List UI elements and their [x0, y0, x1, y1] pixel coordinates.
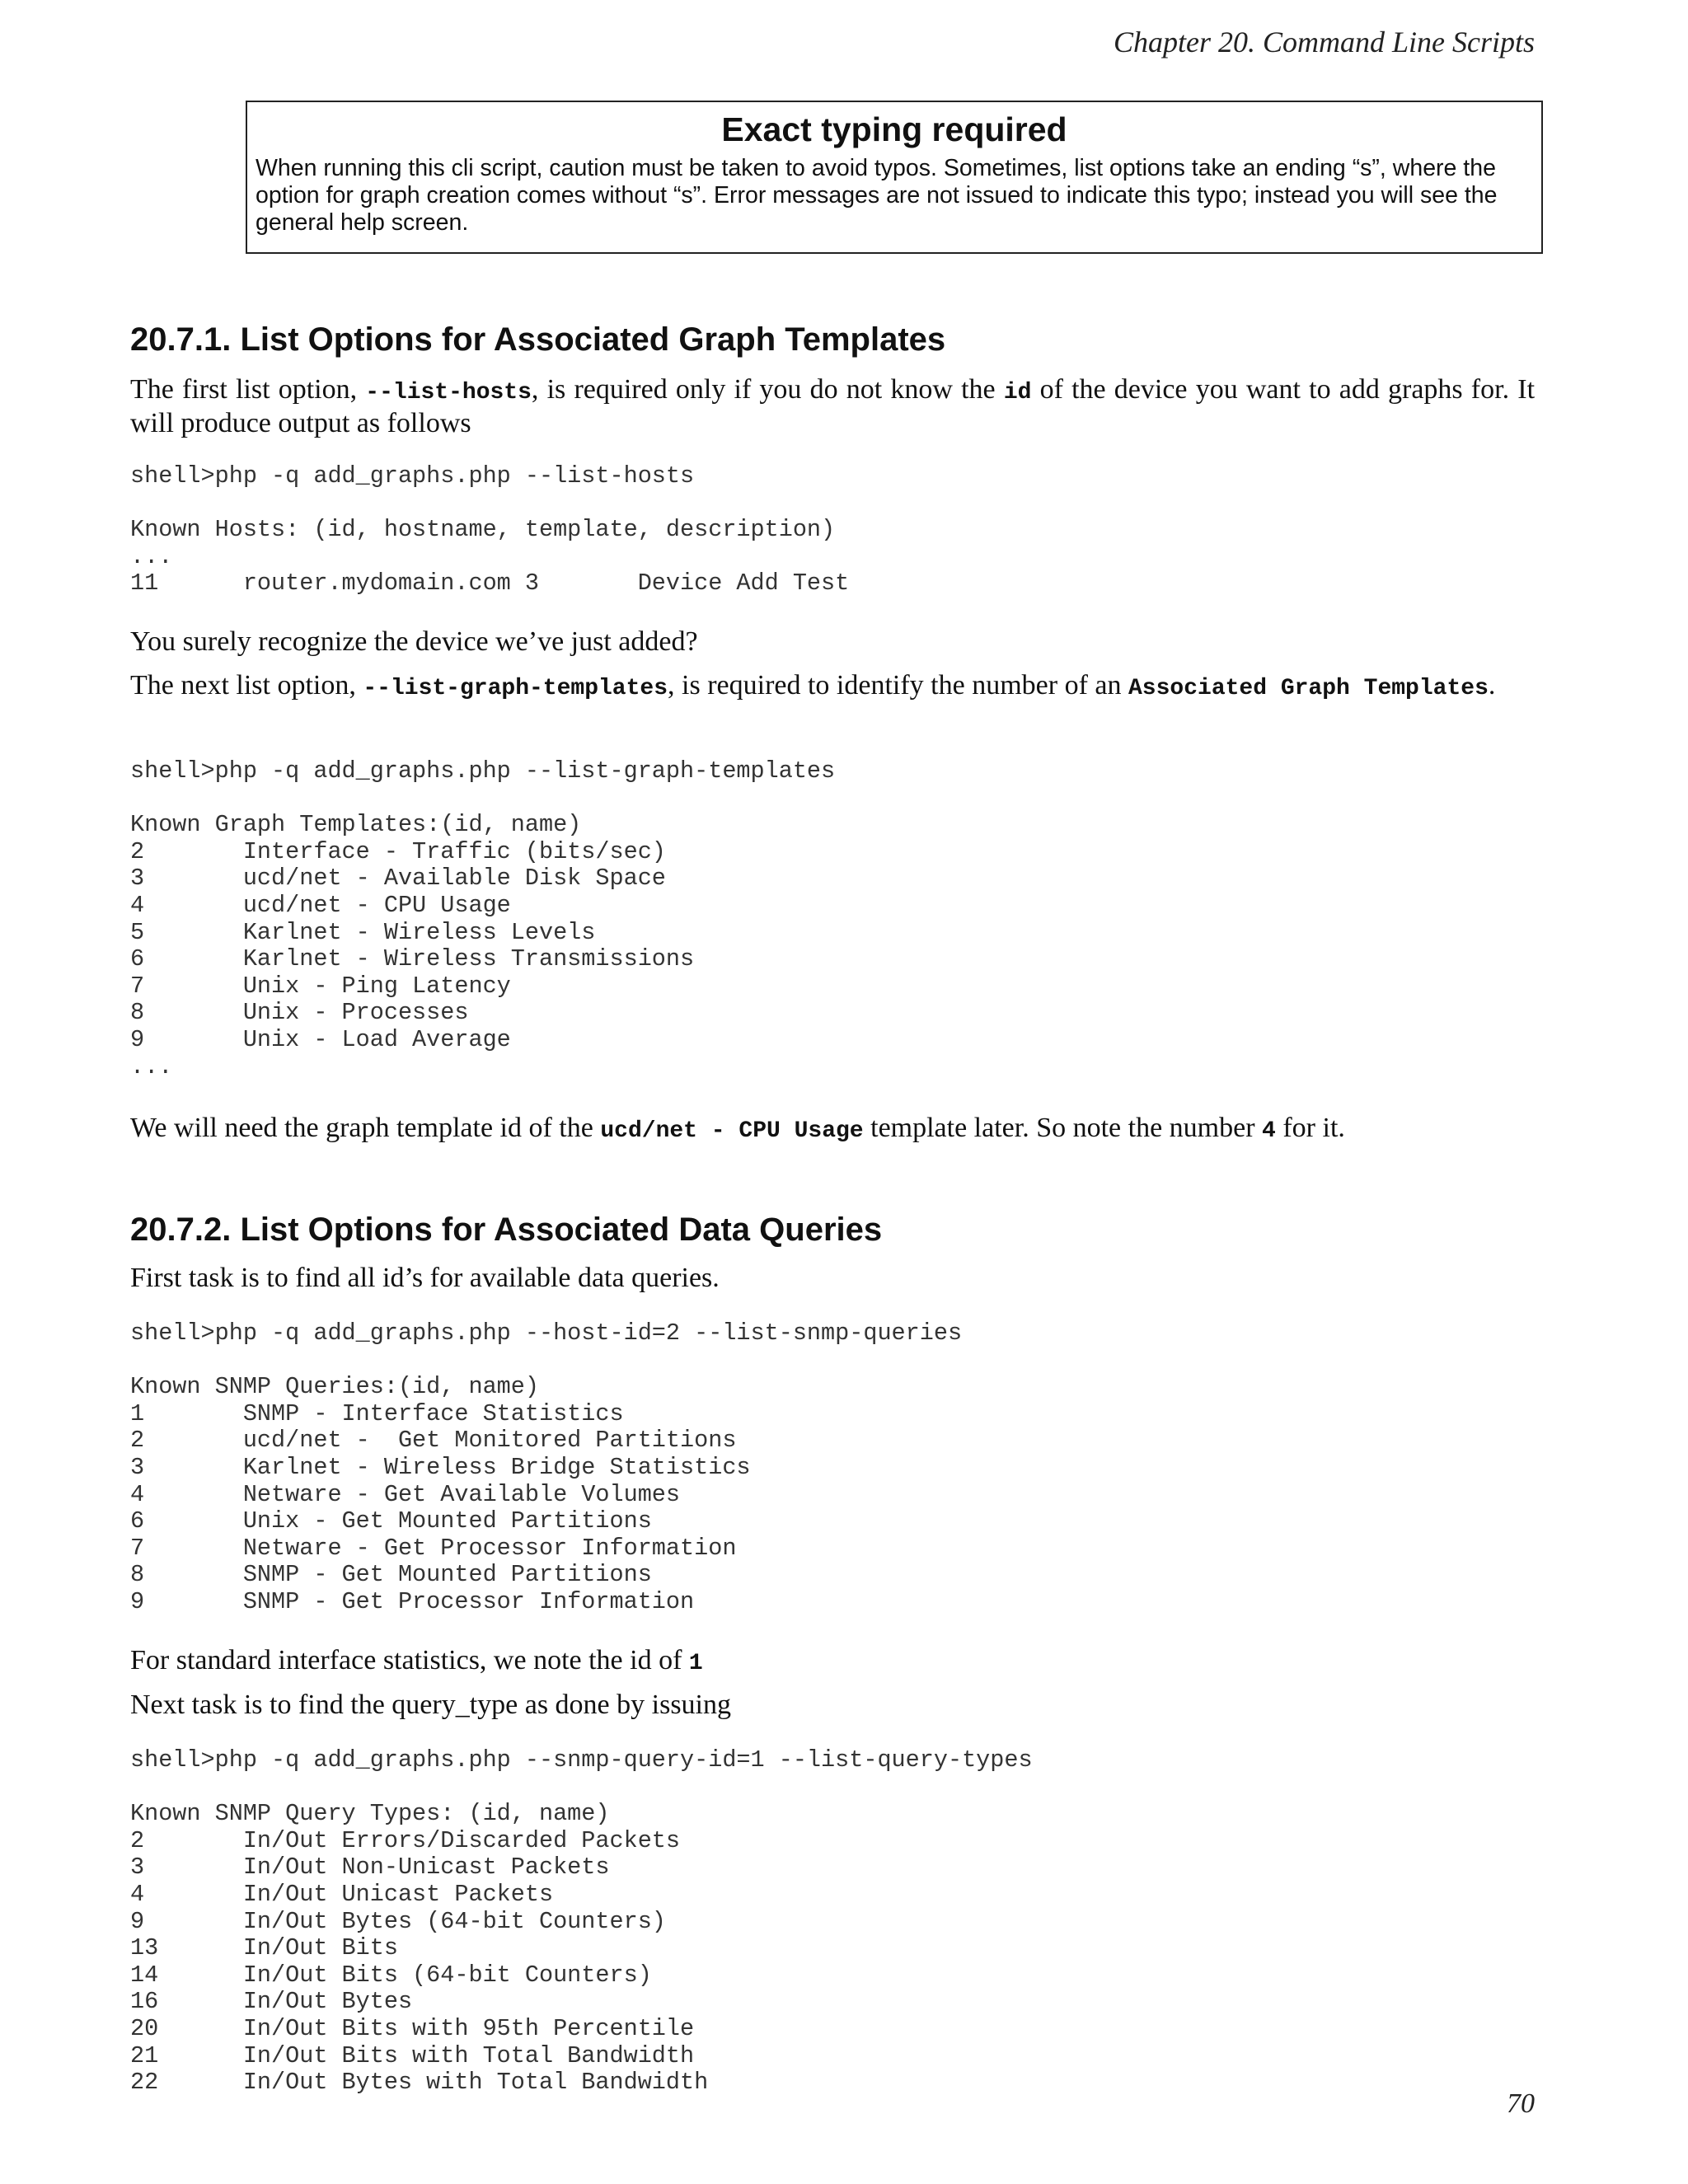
- code-block-snmp-queries: shell>php -q add_graphs.php --host-id=2 --list-snmp-queries Known SNMP Queries:(id, name) 1 SNMP - Interface Statistics 2 ucd/net - Get Monitored Partitions 3 Karlnet - Wireless Bridge Statistics 4 Netware - Get Available Volumes 6 Unix - Get Mounted Partitions 7 Netware - Get Processor Information 8 SNMP - Get Mounted Partitions 9 SNMP - Get Processor Information: [130, 1319, 963, 1615]
- code-block-container: [130, 1320, 1535, 1616]
- section-title: 20.7.1. List Options for Associated Graph Templates: [130, 321, 946, 358]
- paragraph-note-template-id: We will need the graph template id of the ucd/net - CPU Usage template later. So note the number 4 for it.: [130, 1113, 1345, 1144]
- paragraph-container: [130, 626, 1535, 657]
- paragraph-recognize-device: You surely recognize the device we’ve just added?: [130, 626, 698, 657]
- code-block-graph-templates: shell>php -q add_graphs.php --list-graph-templates Known Graph Templates:(id, name) 2 Interface - Traffic (bits/sec) 3 ucd/net - Available Disk Space 4 ucd/net - CPU Usage 5 Karlnet - Wireless Levels 6 Karlnet - Wireless Transmissions 7 Unix - Ping Latency 8 Unix - Processes 9 Unix - Load Average ...: [130, 757, 836, 1080]
- inline-code: --list-graph-templates: [363, 676, 668, 701]
- note-box: [246, 101, 1543, 254]
- paragraph: [130, 374, 1535, 438]
- section-data-queries: [130, 1210, 1535, 1249]
- inline-code: 4: [1262, 1118, 1276, 1144]
- code-block-container: [130, 758, 1535, 1080]
- paragraph-interface-stats-id: For standard interface statistics, we note the id of 1: [130, 1645, 703, 1676]
- section-graph-templates: [130, 320, 1535, 359]
- code-block-container: [130, 463, 1535, 598]
- inline-code: id: [1003, 380, 1032, 405]
- inline-code: --list-hosts: [365, 380, 532, 405]
- paragraph-container: [130, 1645, 1535, 1679]
- paragraph-container: [130, 1263, 1535, 1293]
- page-number: 70: [1507, 2088, 1535, 2119]
- paragraph-container: [130, 1113, 1535, 1146]
- inline-code: 1: [688, 1651, 703, 1676]
- paragraph-find-query-type: Next task is to find the query_type as done by issuing: [130, 1690, 732, 1720]
- paragraph-find-query-ids: First task is to find all id’s for available data queries.: [130, 1263, 720, 1293]
- note-body: When running this cli script, caution must be taken to avoid typos. Sometimes, list options take an ending “s”, where the option for graph creation comes without “s”. Error messages are not issued to indicate this typo; instead you will see the general help screen.: [256, 155, 1498, 236]
- paragraph-container: [130, 670, 1535, 704]
- inline-code: ucd/net - CPU Usage: [600, 1118, 864, 1144]
- paragraph-list-hosts: The first list option, --list-hosts, is required only if you do not know the id of the device you want to add graphs for. It will produce output as follows: [130, 374, 1536, 438]
- code-block-query-types: shell>php -q add_graphs.php --snmp-query-id=1 --list-query-types Known SNMP Query Types: (id, name) 2 In/Out Errors/Discarded Packets 3 In/Out Non-Unicast Packets 4 In/Out Unicast Packets 9 In/Out Bytes (64-bit Counters) 13 In/Out Bits 14 In/Out Bits (64-bit Counters) 16 In/Out Bytes 20 In/Out Bits with 95th Percentile 21 In/Out Bits with Total Bandwidth 22 In/Out Bytes with Total Bandwidth: [130, 1746, 1033, 2097]
- paragraph-list-graph-templates: The next list option, --list-graph-templates, is required to identify the number of an Associated Graph Templates.: [130, 670, 1496, 701]
- inline-code: Associated Graph Templates: [1128, 676, 1489, 701]
- paragraph-container: [130, 1690, 1535, 1720]
- note-title: Exact typing required: [721, 110, 1067, 148]
- code-block-container: [130, 1747, 1535, 2097]
- code-block-list-hosts: shell>php -q add_graphs.php --list-hosts Known Hosts: (id, hostname, template, description) ... 11 router.mydomain.com 3 Device Add Test: [130, 462, 850, 598]
- section-title: 20.7.2. List Options for Associated Data Queries: [130, 1212, 883, 1248]
- chapter-header: Chapter 20. Command Line Scripts: [1113, 26, 1535, 59]
